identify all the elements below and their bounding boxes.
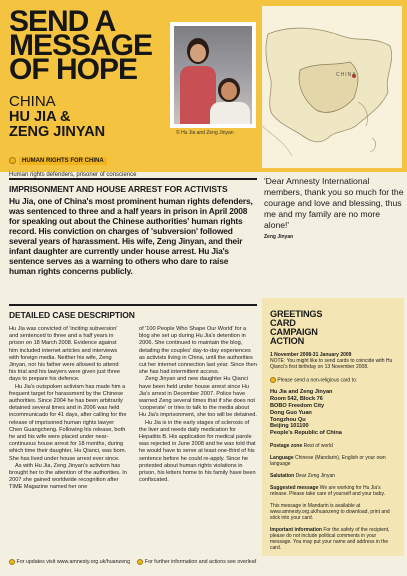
case-paragraph: Zeng Jinyan and new daughter Hu Qianci have been held under house arrest since Hu Jia's arrest in December 2007. Police have warned Zeng several times that if she does not 'cooperate' or tries to talk to the media about Hu Jia's imprisonment, she too will be detained.	[139, 376, 257, 419]
case-paragraph: Hu Jia's outspoken activism has made him a frequent target for harassment by the Chinese authorities. Since 2004 he has been arbitrarily detained several times and in 2006 was held incommunicado for 41 days, after calling for the release of imprisoned human rights lawyer Chen Guangcheng. Following his release, both he and his wife were placed under near-continuous house arrest for 18 months, during which time their daughter, Hu Qianci, was born. She has lived under house arrest ever since.	[9, 383, 127, 462]
address-line: Dong Guo Yuan	[270, 409, 312, 416]
campaign-title-line: ACTION	[270, 336, 305, 346]
postage-zone	[270, 443, 396, 449]
section-divider	[9, 178, 257, 180]
case-paragraph: Hu Jia was convicted of 'inciting subversion' and sentenced to three and a half years in prison on 18 March 2008. Evidence against him included internet articles and interviews with foreign media. Neither his wife, Zeng Jinyan, nor his father were allowed to attend his trial and his lawyers were given just three days to prepare his defence.	[9, 326, 120, 383]
campaign-title-line: CARD	[270, 318, 296, 328]
important-value: For the safety of the recipient, please do not include political comments in your message. You may put your name and address in the card.	[270, 526, 390, 551]
campaign-title-line: CAMPAIGN	[270, 327, 318, 337]
suggested-message	[270, 485, 396, 497]
theme-label: HUMAN RIGHTS FOR CHINA	[19, 157, 107, 165]
quote-text: 'Dear Amnesty International members, thank you so much for the courage and love and blessing, thus me and my family are no more alone!'	[264, 176, 404, 230]
mandarin-note: This message in Mandarin is available at www.amnesty.org.uk/huanzeng to download, print and stick into your card.	[270, 502, 390, 521]
salutation-value: Dear Zeng Jinyan	[295, 472, 336, 479]
footer-updates: For updates visit www.amnesty.org.uk/huanzeng	[16, 559, 131, 565]
postage-value: Rest of world	[303, 442, 333, 449]
case-columns	[9, 326, 257, 492]
photo-caption: © Hu Jia and Zeng Jinyan	[176, 130, 234, 136]
photo-face-man	[221, 82, 237, 100]
theme-subtitle: Human rights defenders, prisoner of conscience	[9, 172, 137, 178]
headline	[9, 5, 159, 86]
language-info	[270, 455, 396, 467]
campaign-note: NOTE: You might like to send cards to coincide with Hu Qianci's first birthday on 13 November 2008.	[270, 358, 393, 370]
circle-icon	[9, 157, 16, 164]
headline-line-1: SEND A	[9, 5, 116, 38]
address-line: People's Republic of China	[270, 430, 342, 437]
header-band	[0, 0, 407, 172]
campaign-title	[270, 310, 396, 346]
map-label: CHINA	[336, 72, 357, 78]
photo-face-woman	[190, 44, 206, 62]
section-heading: IMPRISONMENT AND HOUSE ARREST FOR ACTIVISTS	[9, 184, 228, 194]
family-photo	[170, 22, 256, 128]
address-line: Room 542, Block 76	[270, 396, 323, 403]
headline-line-3: OF HOPE	[9, 53, 138, 86]
circle-icon	[270, 377, 276, 383]
footer	[9, 559, 401, 565]
case-paragraph: Hu Jia is in the early stages of sclerosis of the liver and needs daily medication for Hepatitis B. His application for medical parole was rejected in June 2008 and he was told that he would have to serve at least one-third of his sentence before he could re-apply. Since he protested about human rights violations in prison, his letters home to his family have been confiscated.	[139, 419, 256, 484]
section-heading: DETAILED CASE DESCRIPTION	[9, 310, 135, 320]
suggested-label: Suggested message	[270, 484, 319, 491]
campaign-dates: 1 November 2008-31 January 2009	[270, 352, 352, 358]
important-info	[270, 527, 396, 551]
names-line-2: ZENG JINYAN	[9, 124, 106, 140]
circle-icon	[137, 559, 143, 565]
suggested-value: We are working for Hu Jia's release. Please take care of yourself and your baby.	[270, 484, 385, 497]
quote-box	[264, 176, 404, 294]
address-line: BOBO Freedom City	[270, 402, 325, 409]
photo-image	[174, 26, 252, 124]
map-outline-icon	[262, 6, 402, 168]
address-line: Tongzhou Qu	[270, 416, 306, 423]
mailing-address	[270, 389, 396, 437]
headline-line-2: MESSAGE	[9, 29, 153, 62]
salutation-info	[270, 473, 396, 479]
greetings-card-content	[270, 310, 396, 551]
names-line-1: HU JIA &	[9, 109, 71, 125]
case-paragraph: of '100 People Who Shape Our World' for a blog she set up during Hu Jia's detention in 2006. She continued to maintain the blog, detailing the couples' day-to-day experiences as activists living in China, until the authorities cut her internet connection last year. Since then she has had intermittent access.	[139, 326, 257, 376]
campaign-title-line: GREETINGS	[270, 309, 323, 319]
important-label: Important information	[270, 526, 322, 533]
case-description-section	[9, 304, 257, 492]
country-label: CHINA	[9, 93, 56, 110]
language-label: Language	[270, 454, 294, 461]
section-summary: Hu Jia, one of China's most prominent human rights defenders, was sentenced to three and a half years in prison in April 2008 for speaking out about the Chinese authorities' human rights record. His conviction on charges of 'subversion' followed several years of harassment. His wife, Zeng Jinyan, and their infant daughter are currently under house arrest. Hu Jia's sentence serves as a warning to others who dare to raise human rights concerns publicly.	[9, 196, 253, 276]
china-map	[262, 6, 402, 168]
language-value: Chinese (Mandarin), English or your own language	[270, 454, 386, 467]
salutation-label: Salutation	[270, 472, 295, 479]
case-column-2	[139, 326, 257, 492]
case-column-1	[9, 326, 127, 492]
send-label: Please send a non-religious card to:	[277, 377, 358, 384]
section-divider	[9, 304, 257, 306]
header-text	[9, 5, 159, 140]
send-instruction	[270, 377, 396, 383]
address-line: Hu Jia and Zeng Jinyan	[270, 389, 333, 396]
imprisonment-section	[9, 178, 257, 276]
theme-badge	[9, 152, 249, 178]
photo-figure-man	[210, 102, 250, 124]
address-line: Beijing 101100	[270, 423, 309, 430]
greetings-card-panel	[262, 298, 404, 556]
circle-icon	[9, 559, 15, 565]
footer-further-info: For further information and actions see overleaf	[144, 559, 257, 565]
quote-author: Zeng Jinyan	[264, 234, 294, 240]
case-paragraph: As with Hu Jia, Zeng Jinyan's activism has brought her to the attention of the authorities. In 2007 she gained worldwide recognition after TIME Magazine named her one	[9, 462, 127, 491]
postage-label: Postage zone	[270, 442, 303, 449]
